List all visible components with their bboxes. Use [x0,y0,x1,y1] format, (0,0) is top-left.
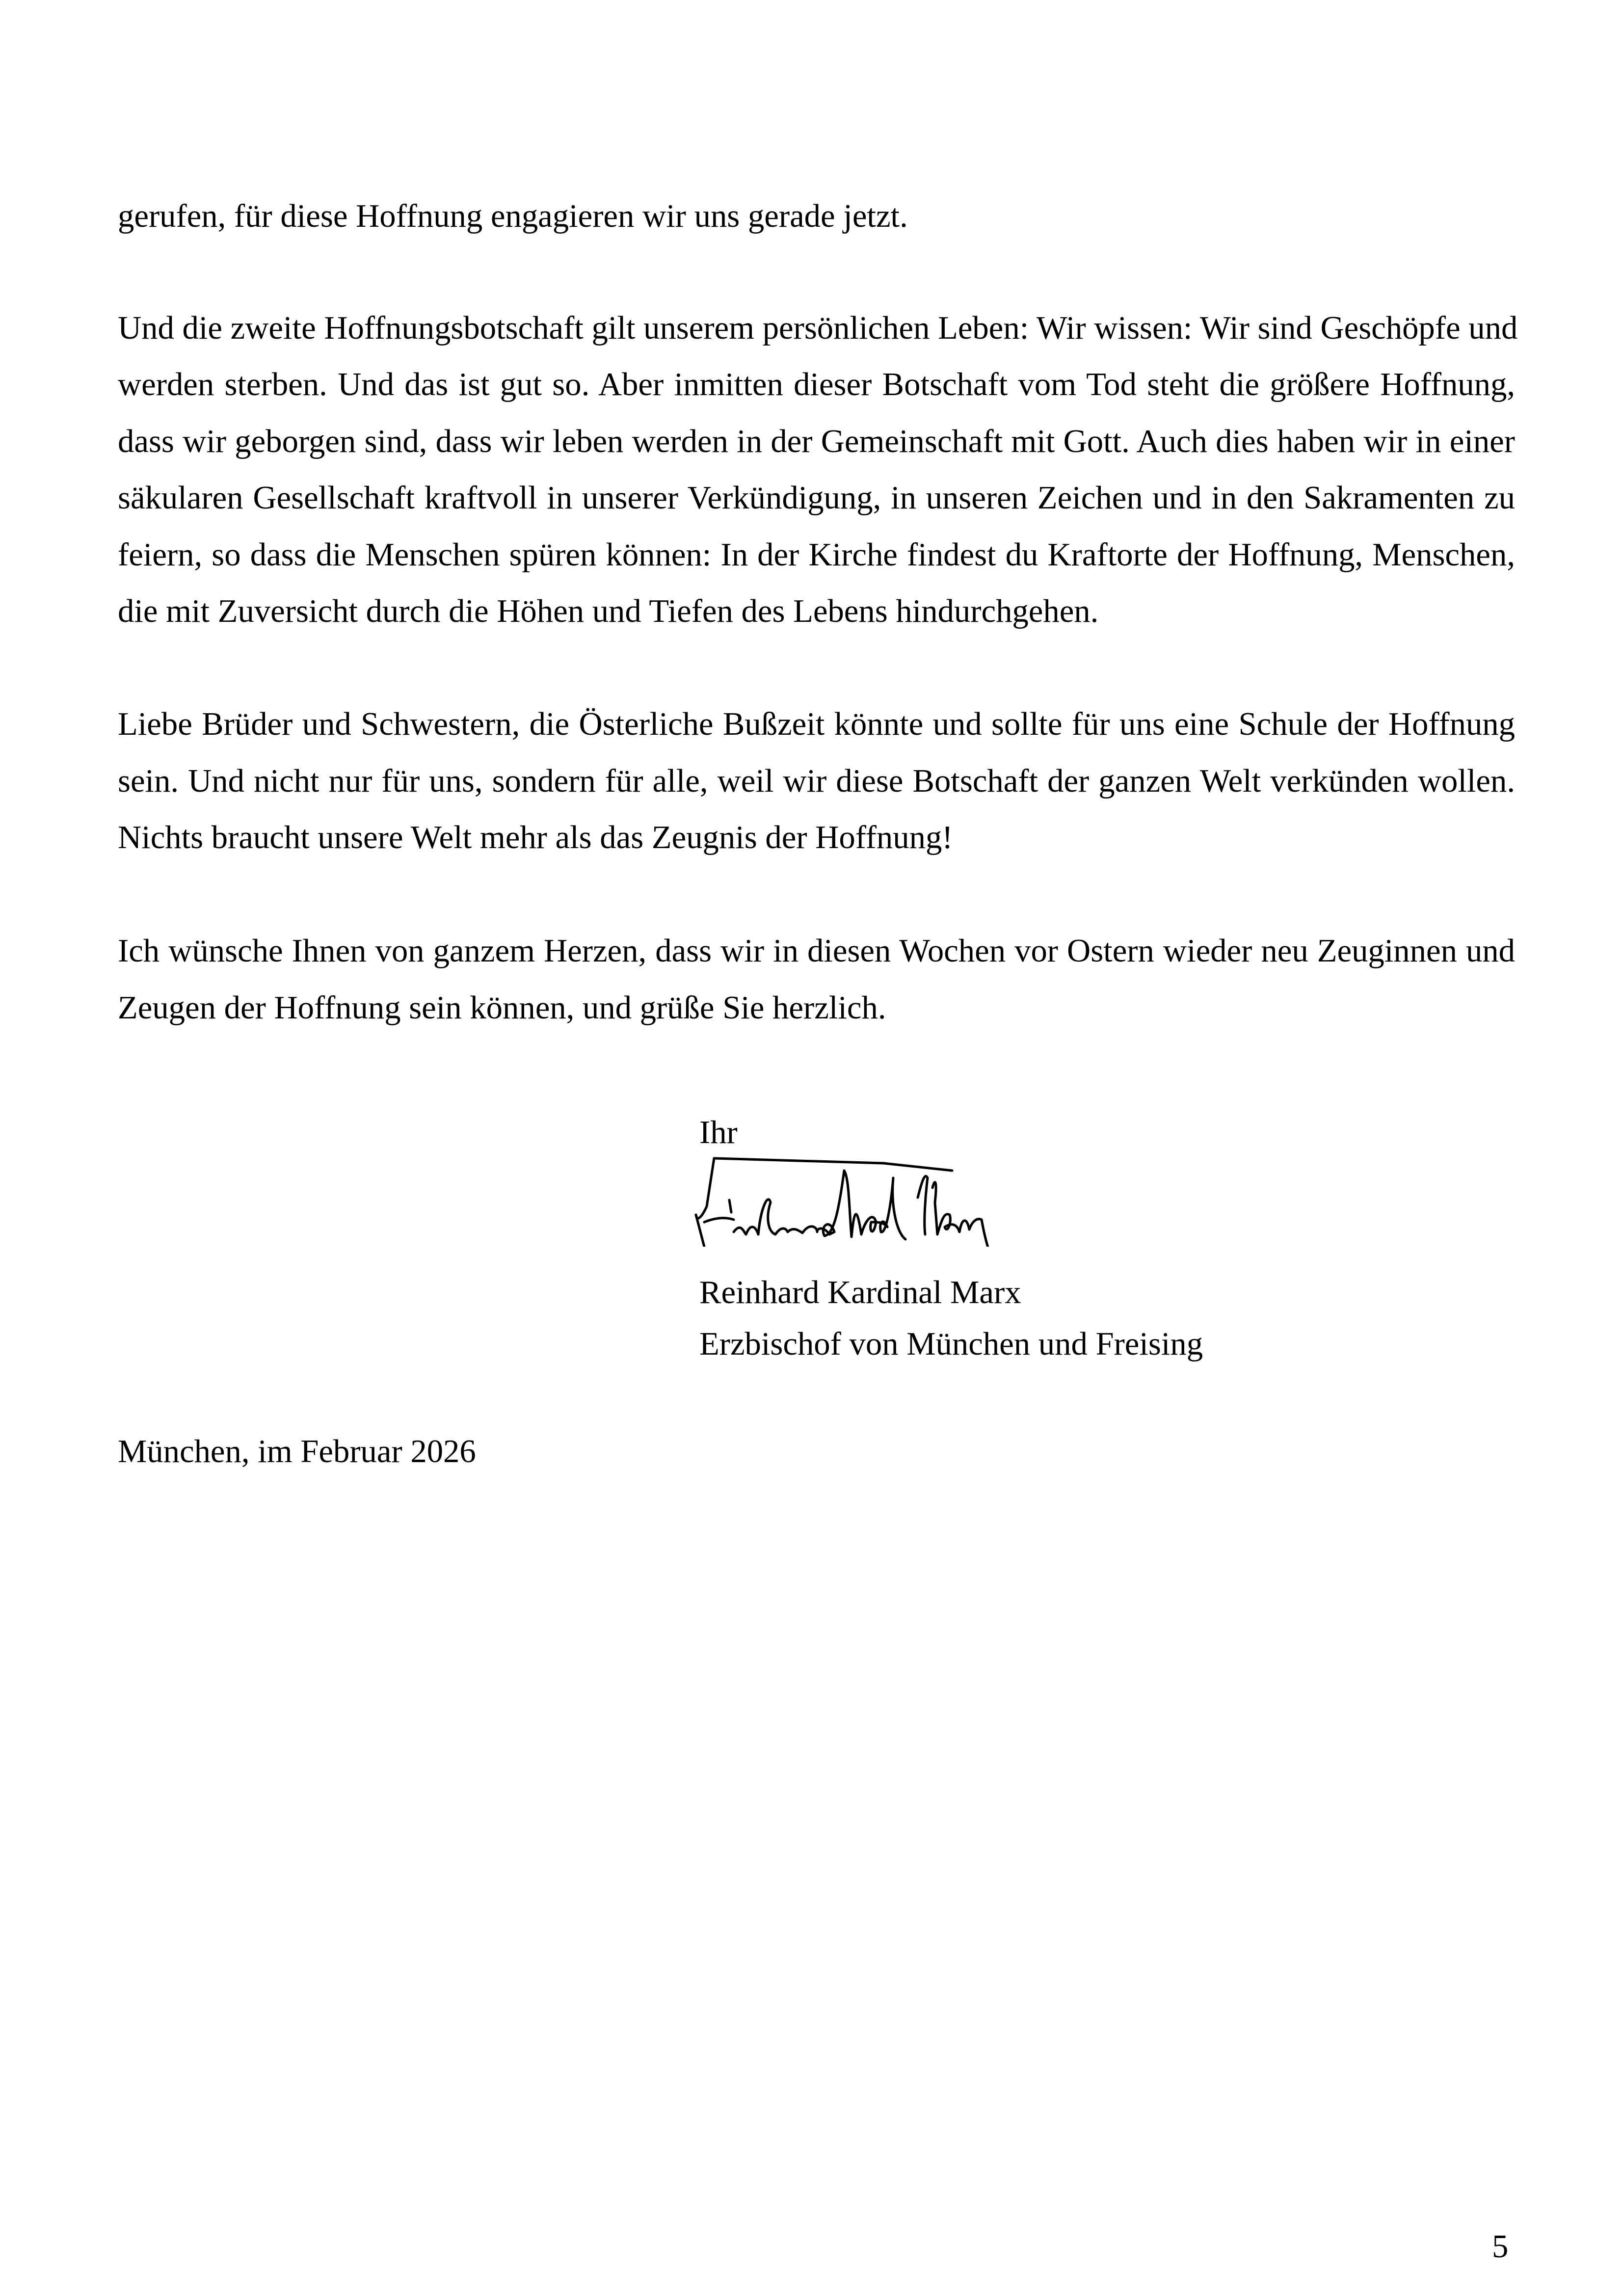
page-number: 5 [1492,2229,1509,2265]
paragraph-3-line-1: Liebe Brüder und Schwestern, die Österliche Bußzeit könnte und sollte für uns eine Schule der Hoffnung [118,706,1515,742]
paragraph-4-line-1: Ich wünsche Ihnen von ganzem Herzen, dass wir in diesen Wochen vor Ostern wieder neu Zeuginnen und [118,933,1515,969]
handwritten-signature [687,1148,1060,1247]
paragraph-3-line-2: sein. Und nicht nur für uns, sondern für alle, weil wir diese Botschaft der ganzen Welt verkünden wollen. [118,763,1515,799]
paragraph-2-line-3: dass wir geborgen sind, dass wir leben werden in der Gemeinschaft mit Gott. Auch dies haben wir in einer [118,424,1515,459]
place-and-date: München, im Februar 2026 [118,1434,476,1469]
paragraph-1-line-1: gerufen, für diese Hoffnung engagieren wir uns gerade jetzt. [118,198,908,234]
signatory-name: Reinhard Kardinal Marx [699,1275,1021,1310]
paragraph-2-line-2: werden sterben. Und das ist gut so. Aber inmitten dieser Botschaft vom Tod steht die größere Hoffnung, [118,367,1515,402]
paragraph-2-line-4: säkularen Gesellschaft kraftvoll in unserer Verkündigung, in unseren Zeichen und in den Sakramenten zu [118,480,1515,516]
paragraph-4-line-2: Zeugen der Hoffnung sein können, und grüße Sie herzlich. [118,990,886,1026]
salutation: Ihr [699,1115,738,1150]
signatory-title: Erzbischof von München und Freising [699,1326,1203,1362]
paragraph-3-line-3: Nichts braucht unsere Welt mehr als das Zeugnis der Hoffnung! [118,820,953,855]
paragraph-2-line-6: die mit Zuversicht durch die Höhen und Tiefen des Lebens hindurchgehen. [118,593,1099,629]
paragraph-2-line-1: Und die zweite Hoffnungsbotschaft gilt unserem persönlichen Leben: Wir wissen: Wir sind Geschöpfe und [118,310,1518,346]
paragraph-2-line-5: feiern, so dass die Menschen spüren können: In der Kirche findest du Kraftorte der Hoffnung, Menschen, [118,537,1515,573]
